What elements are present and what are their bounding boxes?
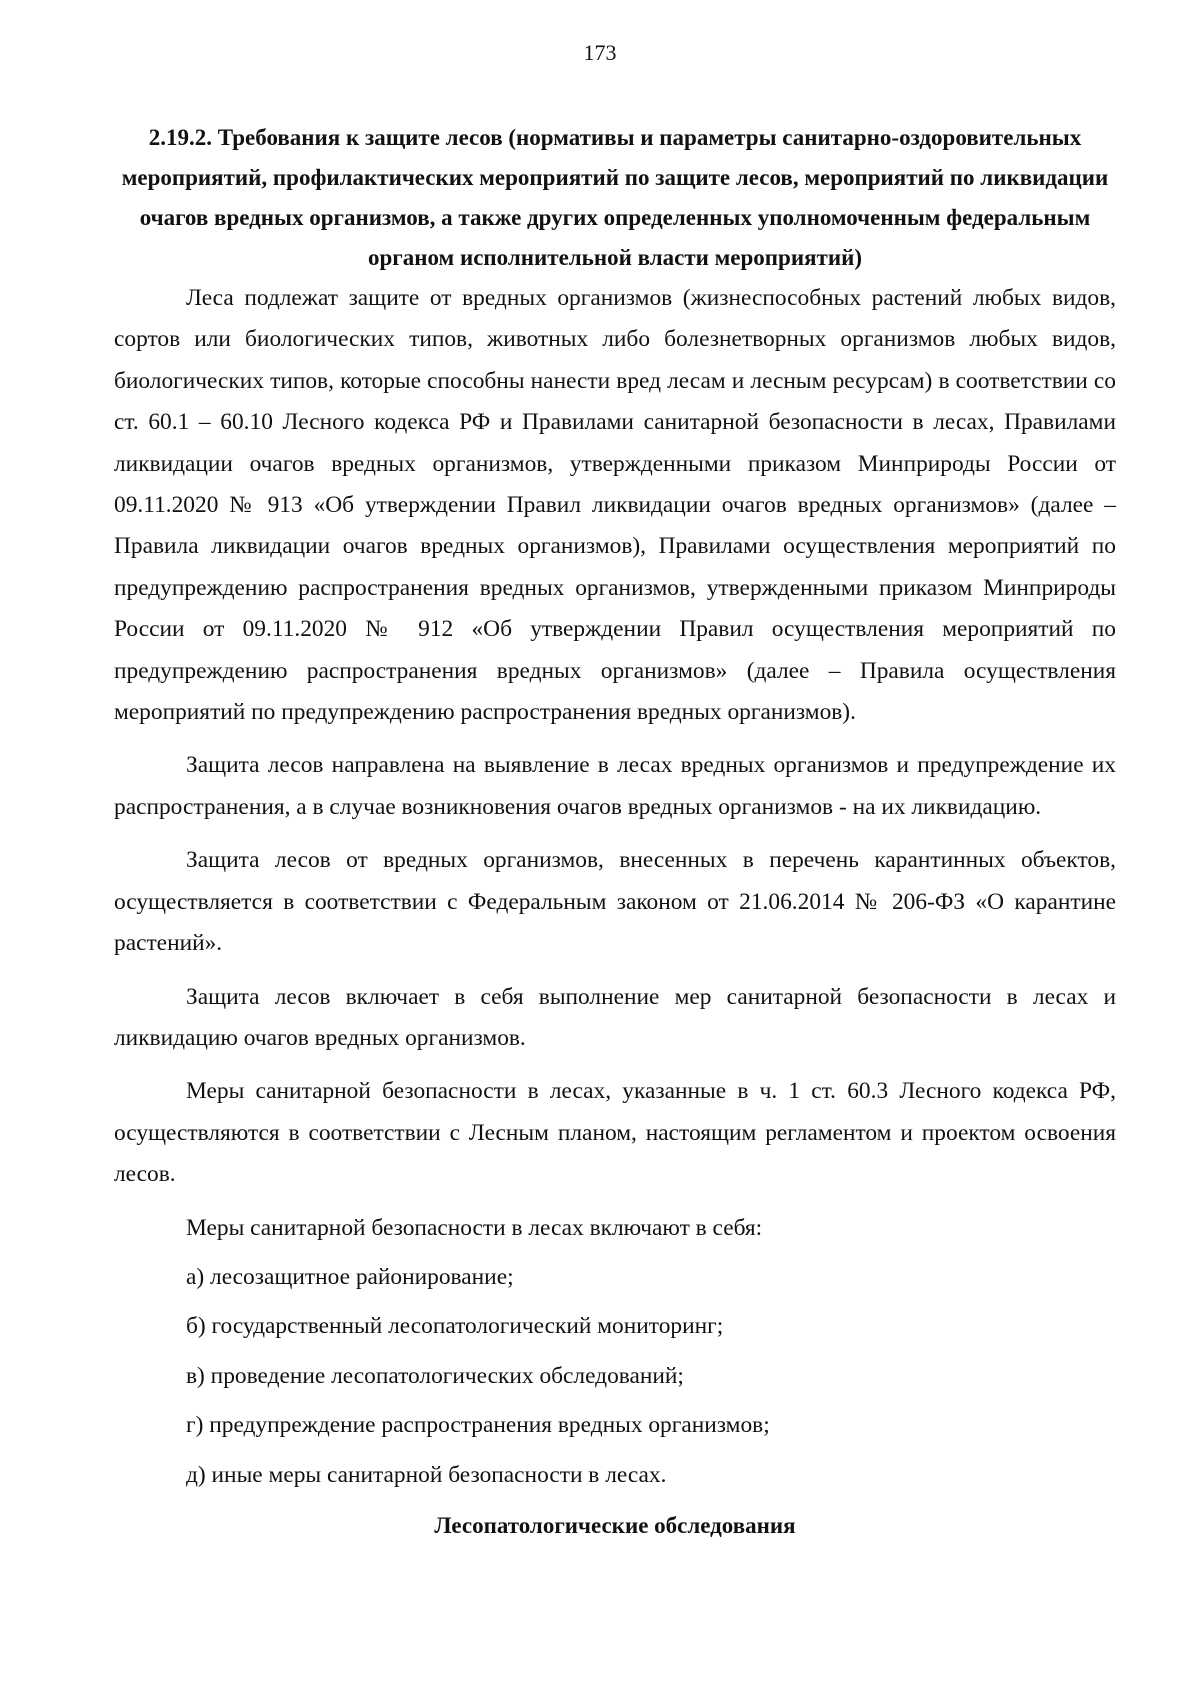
paragraph-purpose: Защита лесов направлена на выявление в лесах вредных организмов и предупреждение их распространения, а в случае возникновения очагов вредных организмов - на их ликвидацию. bbox=[114, 752, 1116, 820]
paragraph-legal-basis: Леса подлежат защите от вредных организмов (жизнеспособных растений любых видов, сортов или биологических типов, животных либо болезнетворных организмов любых видов, биологических типов, которые способны нанести вред лесам и лесным ресурсам) в соответствии со ст. 60.1 – 60.10 Лесного кодекса РФ и Правилами санитарной безопасности в лесах, Правилами ликвидации очагов вредных организмов, утвержденными приказом Минприроды России от 09.11.2020 № 913 «Об утверждении Правил ликвидации очагов вредных организмов» (далее – Правила ликвидации очагов вредных организмов), Правилами осуществления мероприятий по предупреждению распространения вредных организмов, утвержденными приказом Минприроды России от 09.11.2020 № 912 «Об утверждении Правил осуществления мероприятий по предупреждению распространения вредных организмов» (далее – Правила осуществления мероприятий по предупреждению распространения вредных организмов). bbox=[114, 285, 1116, 726]
section-heading: 2.19.2. Требования к защите лесов (нормативы и параметры санитарно-оздоровительных мероприятий, профилактических мероприятий по защите лесов, мероприятий по ликвидации очагов вредных организмов, а также других определенных уполномоченным федеральным органом исполнительной власти мероприятий) bbox=[121, 125, 1109, 270]
paragraph-quarantine: Защита лесов от вредных организмов, внесенных в перечень карантинных объектов, осуществляется в соответствии с Федеральным законом от 21.06.2014 № 206-ФЗ «О карантине растений». bbox=[114, 847, 1116, 957]
list-item: д) иные меры санитарной безопасности в лесах. bbox=[186, 1461, 667, 1488]
paragraph-scope: Защита лесов включает в себя выполнение мер санитарной безопасности в лесах и ликвидацию очагов вредных организмов. bbox=[114, 983, 1116, 1051]
list-item: г) предупреждение распространения вредных организмов; bbox=[186, 1412, 770, 1439]
paragraph-measures-intro: Меры санитарной безопасности в лесах включают в себя: bbox=[186, 1214, 763, 1241]
subheading: Лесопатологические обследования bbox=[434, 1512, 796, 1538]
list-item: а) лесозащитное районирование; bbox=[186, 1263, 514, 1290]
list-item: в) проведение лесопатологических обследований; bbox=[186, 1362, 684, 1389]
paragraph-measures-basis: Меры санитарной безопасности в лесах, указанные в ч. 1 ст. 60.3 Лесного кодекса РФ, осуществляются в соответствии с Лесным планом, настоящим регламентом и проектом освоения лесов. bbox=[114, 1078, 1116, 1188]
page-number: 173 bbox=[583, 40, 617, 65]
page-content bbox=[114, 118, 1116, 1546]
list-item: б) государственный лесопатологический мониторинг; bbox=[186, 1313, 724, 1340]
